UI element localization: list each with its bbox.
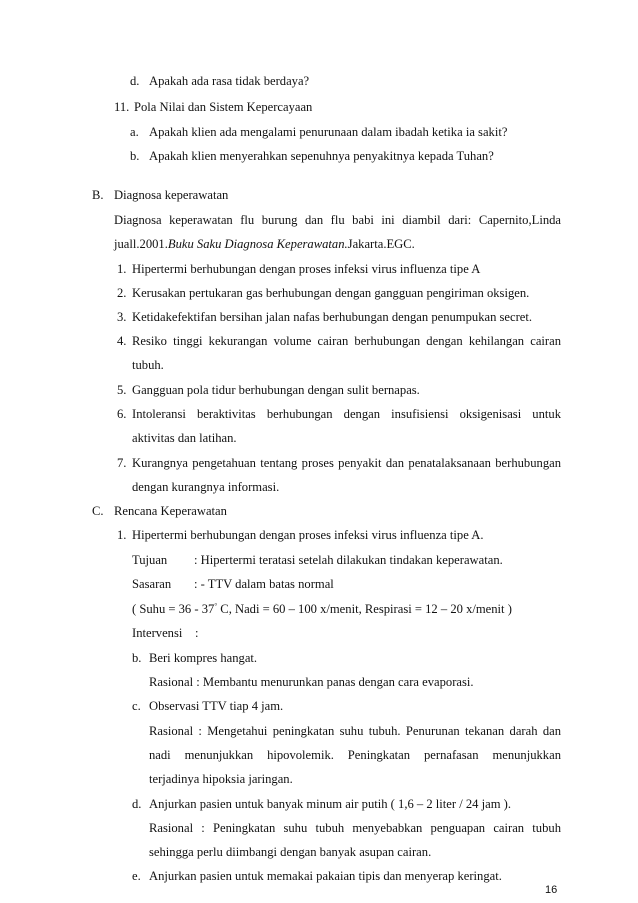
item-11b-text: Apakah klien menyerahkan sepenuhnya penyakitnya kepada Tuhan?	[149, 149, 494, 163]
intervensi-d-text: Anjurkan pasien untuk banyak minum air putih ( 1,6 – 2 liter / 24 jam ).	[149, 797, 512, 811]
intervensi-d-rasional-line2: sehingga perlu diimbangi dengan banyak asupan cairan.	[149, 845, 432, 859]
diagnosa-7-text: Kurangnya pengetahuan tentang proses penyakit dan penatalaksanaan berhubungan	[132, 456, 561, 470]
item-11-text: Pola Nilai dan Sistem Kepercayaan	[134, 100, 313, 114]
intervensi-b-label: b.	[132, 651, 142, 665]
intervensi-c-label: c.	[132, 699, 141, 713]
diagnosa-6-number: 6.	[117, 407, 127, 421]
intervensi-b-text: Beri kompres hangat.	[149, 651, 258, 665]
diagnosa-6-text-cont: aktivitas dan latihan.	[132, 431, 237, 445]
item-d-label: d.	[130, 74, 140, 88]
page-number: 16	[545, 884, 558, 896]
section-c-title: Rencana Keperawatan	[114, 504, 227, 518]
diagnosa-3-number: 3.	[117, 310, 127, 324]
intervensi-e-label: e.	[132, 869, 141, 883]
section-b-intro-line1: Diagnosa keperawatan flu burung dan flu babi ini diambil dari: Capernito,Linda	[114, 213, 561, 227]
vital-signs-range: ( Suhu = 36 - 37° C, Nadi = 60 – 100 x/menit, Respirasi = 12 – 20 x/menit )	[132, 602, 512, 616]
diagnosa-2-text: Kerusakan pertukaran gas berhubungan dengan gangguan pengiriman oksigen.	[132, 286, 530, 300]
item-d-text: Apakah ada rasa tidak berdaya?	[149, 74, 310, 88]
intervensi-c-rasional-line2: nadi menunjukkan hipovolemik. Peningkatan pernafasan menunjukkan	[149, 748, 561, 762]
diagnosa-2-number: 2.	[117, 286, 127, 300]
rencana-1-text: Hipertermi berhubungan dengan proses infeksi virus influenza tipe A.	[132, 528, 484, 542]
diagnosa-1-text: Hipertermi berhubungan dengan proses infeksi virus influenza tipe A	[132, 262, 481, 276]
intervensi-e-text: Anjurkan pasien untuk memakai pakaian tipis dan menyerap keringat.	[149, 869, 502, 883]
intervensi-d-label: d.	[132, 797, 142, 811]
book-title: Buku Saku Diagnosa Keperawatan.	[167, 237, 348, 251]
item-11a-text: Apakah klien ada mengalami penurunaan dalam ibadah ketika ia sakit?	[149, 125, 508, 139]
intervensi-c-text: Observasi TTV tiap 4 jam.	[149, 699, 284, 713]
intervensi-c-rasional-line3: terjadinya hipoksia jaringan.	[149, 772, 293, 786]
rencana-1-number: 1.	[117, 528, 127, 542]
sasaran-text: : - TTV dalam batas normal	[194, 577, 334, 591]
diagnosa-5-text: Gangguan pola tidur berhubungan dengan sulit bernapas.	[132, 383, 420, 397]
item-11a-label: a.	[130, 125, 139, 139]
diagnosa-4-text-cont: tubuh.	[132, 358, 164, 372]
diagnosa-3-text: Ketidakefektifan bersihan jalan nafas berhubungan dengan penumpukan secret.	[132, 310, 533, 324]
tujuan-label: Tujuan	[132, 553, 168, 567]
intervensi-label: Intervensi :	[132, 626, 199, 640]
diagnosa-1-number: 1.	[117, 262, 127, 276]
intervensi-c-rasional-line1: Rasional : Mengetahui peningkatan suhu tubuh. Penurunan tekanan darah dan	[149, 724, 561, 738]
intervensi-d-rasional-line1: Rasional : Peningkatan suhu tubuh menyebabkan penguapan cairan tubuh	[149, 821, 561, 835]
diagnosa-4-text: Resiko tinggi kekurangan volume cairan berhubungan dengan kehilangan cairan	[132, 334, 561, 348]
diagnosa-7-text-cont: dengan kurangnya informasi.	[132, 480, 280, 494]
diagnosa-4-number: 4.	[117, 334, 127, 348]
intervensi-b-rasional: Rasional : Membantu menurunkan panas dengan cara evaporasi.	[149, 675, 474, 689]
section-b-label: B.	[92, 188, 104, 202]
diagnosa-5-number: 5.	[117, 383, 127, 397]
section-b-intro-line2: juall.2001.Buku Saku Diagnosa Keperawatan.Jakarta.EGC.	[114, 237, 415, 251]
tujuan-text: : Hipertermi teratasi setelah dilakukan tindakan keperawatan.	[194, 553, 503, 567]
diagnosa-7-number: 7.	[117, 456, 127, 470]
sasaran-label: Sasaran	[132, 577, 172, 591]
section-b-title: Diagnosa keperawatan	[114, 188, 229, 202]
item-11-label: 11.	[114, 100, 130, 114]
section-c-label: C.	[92, 504, 104, 518]
diagnosa-6-text: Intoleransi beraktivitas berhubungan dengan insufisiensi oksigenisasi untuk	[132, 407, 561, 421]
degree-sign: °	[214, 602, 218, 610]
item-11b-label: b.	[130, 149, 140, 163]
